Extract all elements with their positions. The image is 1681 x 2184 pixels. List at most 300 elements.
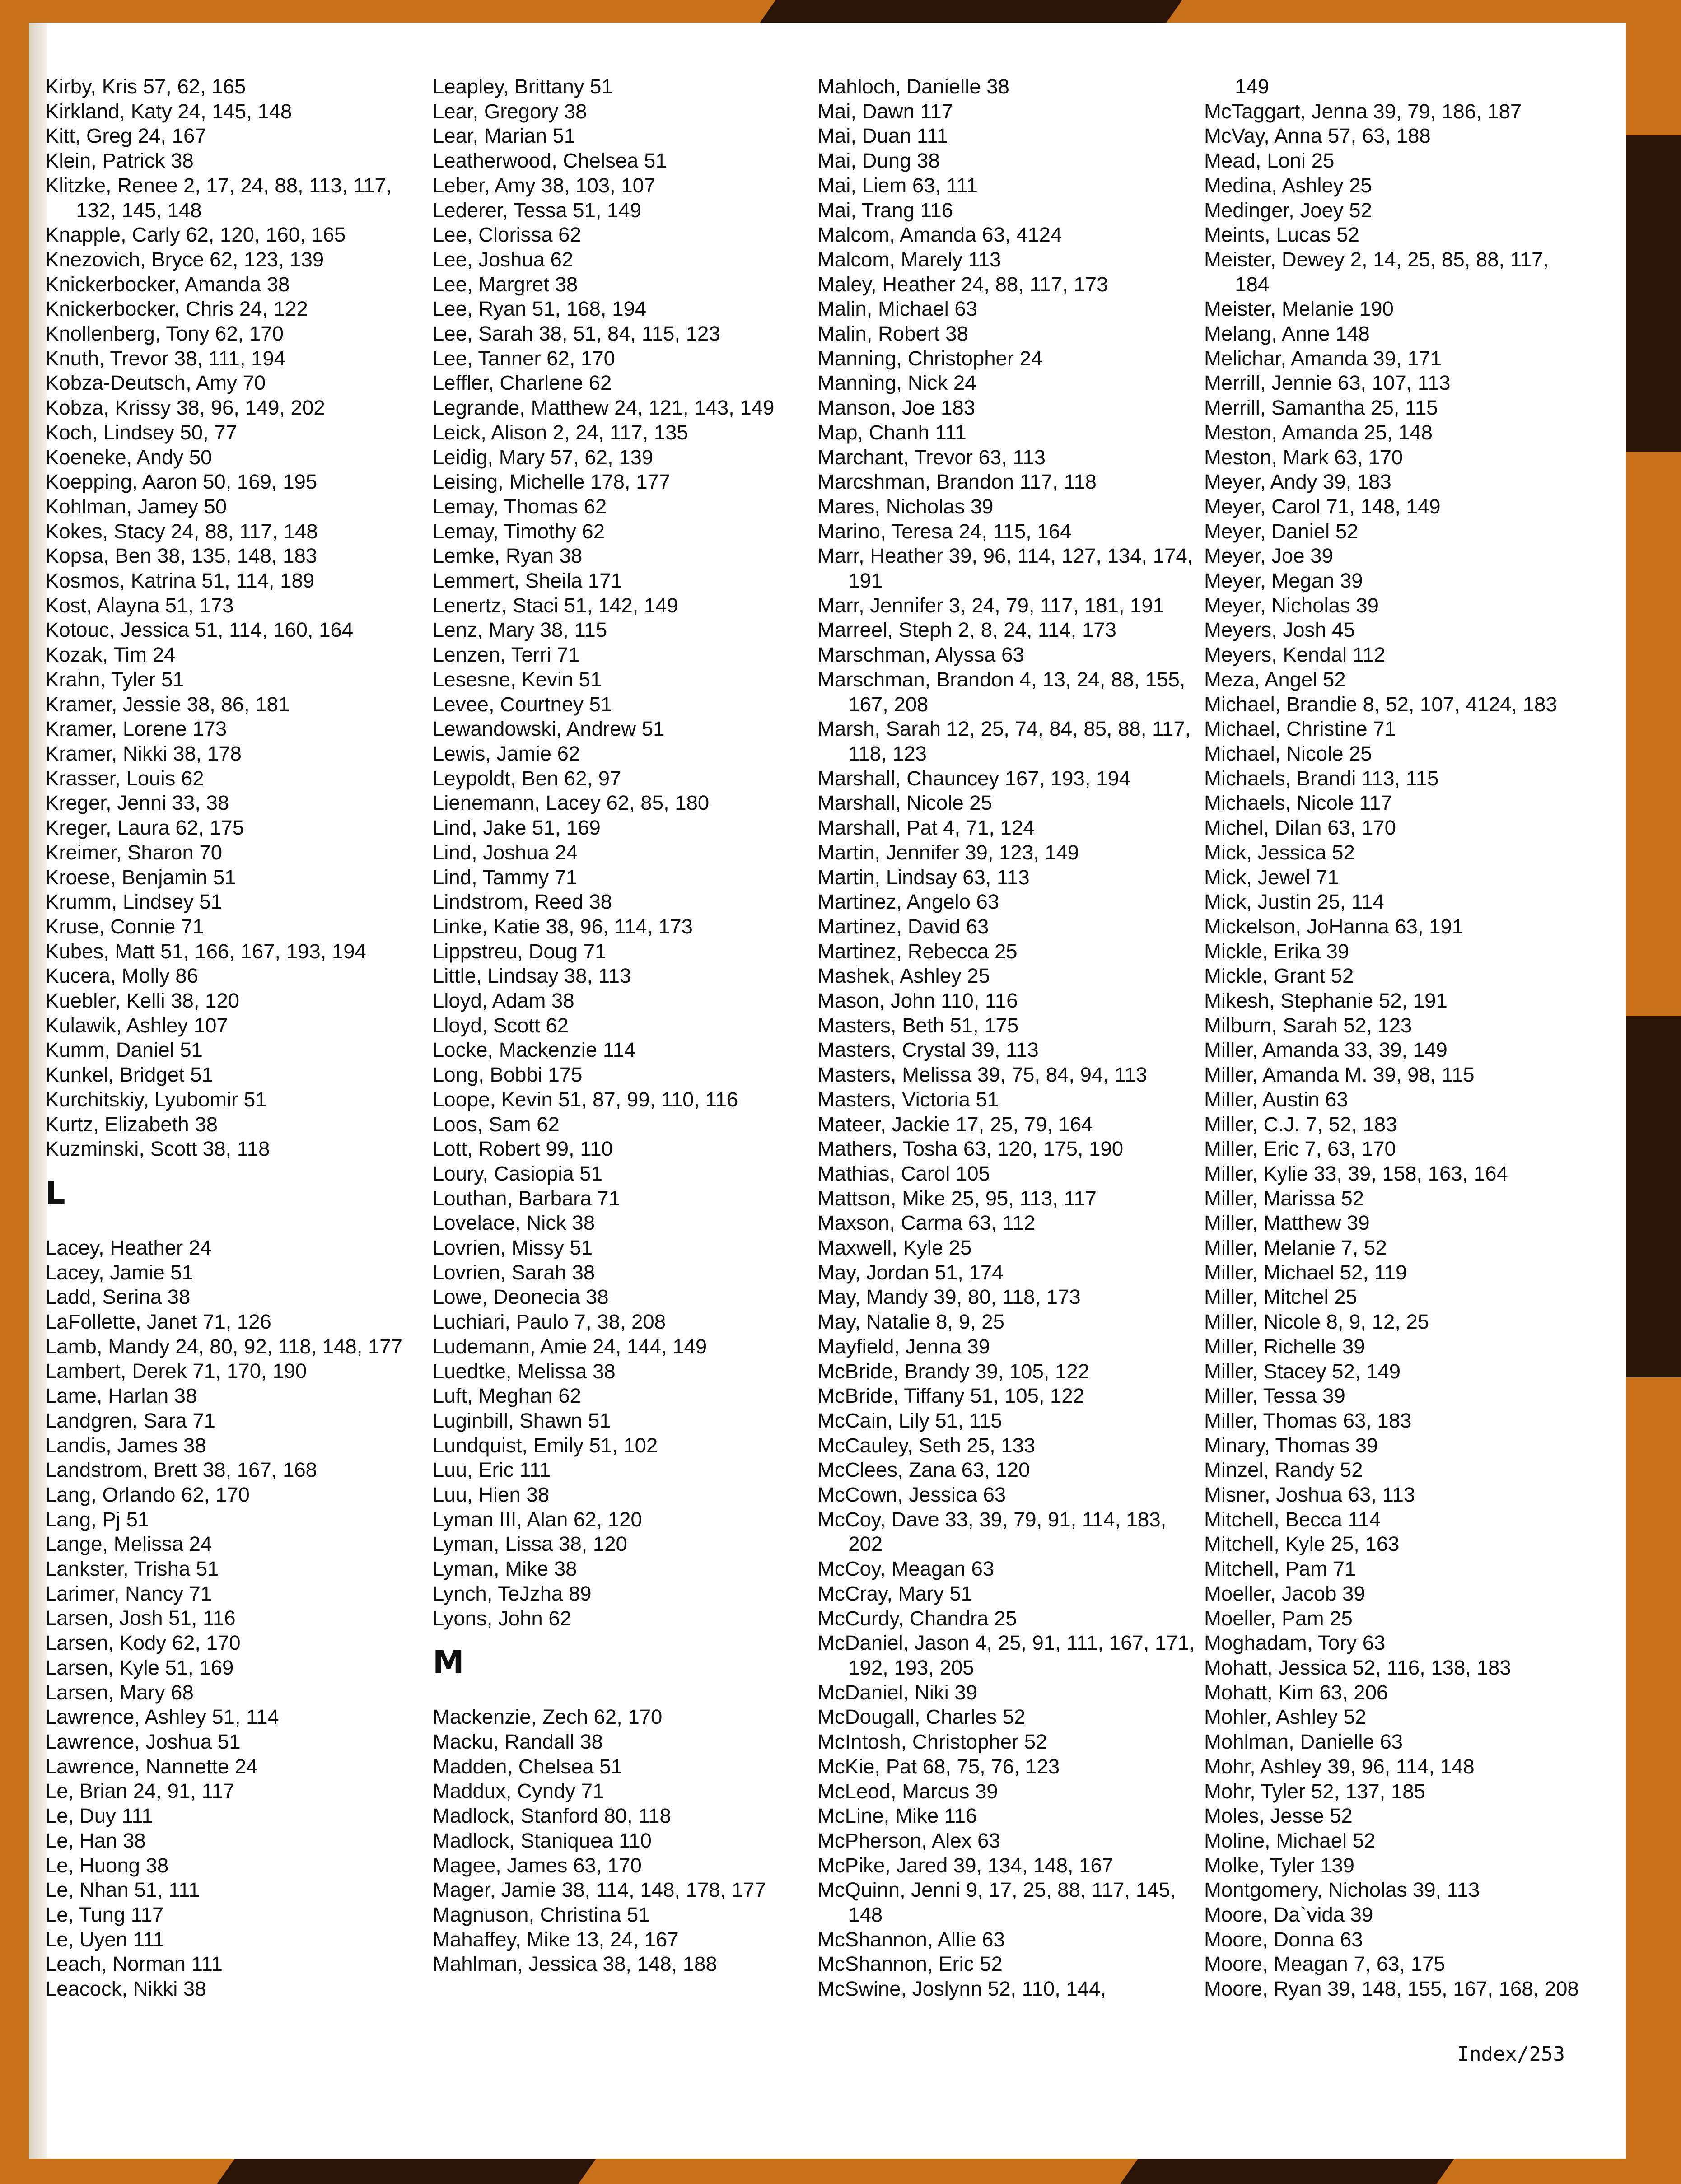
- index-entry: Lang, Orlando 62, 170: [45, 1483, 250, 1506]
- index-entry: Miller, C.J. 7, 52, 183: [1204, 1112, 1397, 1136]
- index-entry: Michael, Nicole 25: [1204, 742, 1372, 765]
- index-entry: Meints, Lucas 52: [1204, 223, 1359, 247]
- index-entry: Locke, Mackenzie 114: [433, 1038, 636, 1062]
- index-entry: Lienemann, Lacey 62, 85, 180: [433, 791, 710, 815]
- index-entry: Kobza-Deutsch, Amy 70: [45, 371, 266, 395]
- index-entry: Minzel, Randy 52: [1204, 1458, 1363, 1482]
- index-entry: Lovelace, Nick 38: [433, 1211, 595, 1235]
- index-entry: Larsen, Kody 62, 170: [45, 1631, 241, 1655]
- index-entry: Mohler, Ashley 52: [1204, 1705, 1367, 1729]
- index-entry: Malin, Robert 38: [817, 322, 968, 345]
- index-entry: Larimer, Nancy 71: [45, 1582, 212, 1605]
- index-entry: Miller, Richelle 39: [1204, 1335, 1365, 1358]
- index-entry: Manning, Christopher 24: [817, 346, 1043, 370]
- index-entry: Landgren, Sara 71: [45, 1409, 215, 1432]
- index-entry: May, Mandy 39, 80, 118, 173: [817, 1285, 1081, 1309]
- index-entry: Mackenzie, Zech 62, 170: [433, 1705, 663, 1729]
- index-entry: McLeod, Marcus 39: [817, 1779, 998, 1803]
- index-entry: Masters, Crystal 39, 113: [817, 1038, 1039, 1062]
- index-entry: Kramer, Lorene 173: [45, 717, 227, 741]
- index-entry: Meister, Dewey 2, 14, 25, 85, 88, 117, 184: [1204, 247, 1549, 296]
- index-entry: Mai, Dawn 117: [817, 99, 953, 123]
- index-entry: Mikesh, Stephanie 52, 191: [1204, 989, 1448, 1013]
- index-entry: Larsen, Kyle 51, 169: [45, 1656, 234, 1679]
- index-entry: Moeller, Jacob 39: [1204, 1582, 1365, 1605]
- index-entry: Kreger, Jenni 33, 38: [45, 791, 229, 815]
- index-entry: Lenz, Mary 38, 115: [433, 618, 607, 642]
- cover-stripe: [217, 2159, 596, 2184]
- index-entry: Marcshman, Brandon 117, 118: [817, 470, 1097, 494]
- index-entry: McQuinn, Jenni 9, 17, 25, 88, 117, 145, 148: [817, 1878, 1176, 1927]
- index-entry: LaFollette, Janet 71, 126: [45, 1310, 271, 1334]
- index-entry: Legrande, Matthew 24, 121, 143, 149: [433, 396, 775, 420]
- index-entry: Meyer, Joe 39: [1204, 544, 1333, 568]
- index-entry: Loos, Sam 62: [433, 1112, 560, 1136]
- index-entry: Lemmert, Sheila 171: [433, 569, 622, 593]
- index-entry: Mateer, Jackie 17, 25, 79, 164: [817, 1112, 1093, 1136]
- index-entry: Le, Uyen 111: [45, 1927, 164, 1951]
- index-column-3: [817, 75, 1197, 2002]
- index-entry: Klein, Patrick 38: [45, 149, 194, 173]
- index-entry: Marshall, Chauncey 167, 193, 194: [817, 766, 1131, 790]
- index-entry: Miller, Thomas 63, 183: [1204, 1409, 1412, 1432]
- index-entry: Michaels, Nicole 117: [1204, 791, 1392, 815]
- index-entry: Knezovich, Bryce 62, 123, 139: [45, 247, 324, 271]
- index-entry: Kumm, Daniel 51: [45, 1038, 203, 1062]
- index-entry: Moline, Michael 52: [1204, 1829, 1376, 1852]
- index-entry: Malin, Michael 63: [817, 297, 978, 321]
- index-entry: Melang, Anne 148: [1204, 322, 1370, 345]
- cover-stripe: [1626, 1016, 1681, 1377]
- index-entry: May, Natalie 8, 9, 25: [817, 1310, 1004, 1334]
- index-entry: Kobza, Krissy 38, 96, 149, 202: [45, 396, 325, 420]
- index-entry: Mashek, Ashley 25: [817, 964, 990, 988]
- index-entry: Mitchell, Kyle 25, 163: [1204, 1532, 1400, 1556]
- index-entry: Mahlman, Jessica 38, 148, 188: [433, 1952, 717, 1976]
- index-entry: Mason, John 110, 116: [817, 989, 1018, 1013]
- cover-stripe: [1120, 2159, 1454, 2184]
- index-entry: McCauley, Seth 25, 133: [817, 1433, 1036, 1457]
- index-entry: Moore, Da`vida 39: [1204, 1903, 1373, 1927]
- index-entry: Lemay, Thomas 62: [433, 495, 607, 518]
- index-entry: Meza, Angel 52: [1204, 667, 1346, 691]
- index-entry: Le, Brian 24, 91, 117: [45, 1779, 235, 1803]
- index-entry: Masters, Beth 51, 175: [817, 1013, 1019, 1037]
- index-entry: McLine, Mike 116: [817, 1804, 977, 1828]
- index-entry: Mathias, Carol 105: [817, 1162, 990, 1185]
- index-entry: Maddux, Cyndy 71: [433, 1779, 604, 1803]
- index-entry: Kosmos, Katrina 51, 114, 189: [45, 569, 315, 593]
- index-entry: Ludemann, Amie 24, 144, 149: [433, 1335, 707, 1358]
- index-entry: Kopsa, Ben 38, 135, 148, 183: [45, 544, 318, 568]
- index-entry: Magee, James 63, 170: [433, 1853, 642, 1877]
- index-entry: Luu, Eric 111: [433, 1458, 551, 1482]
- index-entry: Kuzminski, Scott 38, 118: [45, 1137, 270, 1161]
- index-entry: Madlock, Stanford 80, 118: [433, 1804, 671, 1828]
- index-entry: Marreel, Steph 2, 8, 24, 114, 173: [817, 618, 1116, 642]
- index-entry: Lloyd, Adam 38: [433, 989, 574, 1013]
- index-entry: Lawrence, Joshua 51: [45, 1730, 241, 1753]
- index-entry: Meston, Mark 63, 170: [1204, 445, 1403, 469]
- index-entry: Lovrien, Sarah 38: [433, 1260, 595, 1284]
- index-entry: Kroese, Benjamin 51: [45, 865, 236, 889]
- index-entry: Kitt, Greg 24, 167: [45, 124, 206, 148]
- index-entry: Lyman, Lissa 38, 120: [433, 1532, 627, 1556]
- index-entry: Meyers, Josh 45: [1204, 618, 1355, 642]
- index-entry: Mickelson, JoHanna 63, 191: [1204, 915, 1464, 938]
- index-entry: Mohlman, Danielle 63: [1204, 1730, 1403, 1754]
- section-letter: L: [45, 1174, 65, 1212]
- index-entry: Kramer, Jessie 38, 86, 181: [45, 692, 290, 716]
- index-entry: Lee, Ryan 51, 168, 194: [433, 297, 647, 321]
- index-entry: Lenertz, Staci 51, 142, 149: [433, 593, 678, 617]
- index-entry: Leffler, Charlene 62: [433, 371, 612, 395]
- index-entry: Little, Lindsay 38, 113: [433, 964, 631, 988]
- index-entry: Moore, Ryan 39, 148, 155, 167, 168, 208: [1204, 1977, 1579, 2001]
- index-entry: Kotouc, Jessica 51, 114, 160, 164: [45, 618, 354, 642]
- index-entry: Michaels, Brandi 113, 115: [1204, 766, 1439, 790]
- index-entry: Moore, Donna 63: [1204, 1927, 1363, 1951]
- index-entry: Leach, Norman 111: [45, 1952, 223, 1976]
- index-entry: Marschman, Brandon 4, 13, 24, 88, 155, 167, 208: [817, 667, 1186, 716]
- index-entry: Mitchell, Becca 114: [1204, 1507, 1381, 1531]
- index-entry: Marshall, Pat 4, 71, 124: [817, 816, 1035, 840]
- index-entry: Louthan, Barbara 71: [433, 1186, 620, 1210]
- index-entry: Montgomery, Nicholas 39, 113: [1204, 1878, 1480, 1902]
- index-entry: Milburn, Sarah 52, 123: [1204, 1013, 1412, 1037]
- index-entry: Long, Bobbi 175: [433, 1063, 583, 1087]
- index-entry: Mead, Loni 25: [1204, 149, 1335, 173]
- index-entry: Marino, Teresa 24, 115, 164: [817, 519, 1072, 543]
- index-entry: Masters, Victoria 51: [817, 1087, 999, 1111]
- index-entry: Maxwell, Kyle 25: [817, 1236, 972, 1260]
- index-entry: Martinez, David 63: [817, 915, 989, 938]
- index-entry: Michel, Dilan 63, 170: [1204, 816, 1396, 840]
- index-entry: Levee, Courtney 51: [433, 692, 612, 716]
- index-entry: Moles, Jesse 52: [1204, 1804, 1353, 1828]
- index-entry: Meyer, Megan 39: [1204, 569, 1363, 593]
- index-entry: Lankster, Trisha 51: [45, 1557, 219, 1581]
- index-entry: Marshall, Nicole 25: [817, 791, 992, 815]
- index-entry: Lamb, Mandy 24, 80, 92, 118, 148, 177: [45, 1335, 402, 1358]
- index-entry: Lawrence, Ashley 51, 114: [45, 1705, 279, 1729]
- index-entry: Koeneke, Andy 50: [45, 445, 212, 469]
- index-entry: Knuth, Trevor 38, 111, 194: [45, 346, 286, 370]
- index-entry: Luft, Meghan 62: [433, 1384, 581, 1408]
- index-entry: Kunkel, Bridget 51: [45, 1063, 213, 1087]
- index-entry: Martinez, Angelo 63: [817, 890, 999, 914]
- index-entry: Misner, Joshua 63, 113: [1204, 1483, 1415, 1507]
- index-entry: McClees, Zana 63, 120: [817, 1458, 1030, 1482]
- index-entry: Lemke, Ryan 38: [433, 544, 583, 568]
- index-entry: Marr, Heather 39, 96, 114, 127, 134, 174, 191: [817, 544, 1193, 593]
- index-entry: Moore, Meagan 7, 63, 175: [1204, 1952, 1445, 1976]
- index-entry: Lyman III, Alan 62, 120: [433, 1507, 642, 1531]
- index-column-4: [1204, 75, 1583, 2002]
- index-entry: Lyons, John 62: [433, 1606, 571, 1630]
- index-entry: Lacey, Heather 24: [45, 1236, 212, 1259]
- index-entry: Leick, Alison 2, 24, 117, 135: [433, 420, 688, 444]
- index-entry: Lee, Joshua 62: [433, 247, 574, 271]
- index-entry: Madden, Chelsea 51: [433, 1755, 622, 1778]
- index-entry: Leypoldt, Ben 62, 97: [433, 766, 621, 790]
- index-entry: Lang, Pj 51: [45, 1507, 149, 1531]
- index-entry: Molke, Tyler 139: [1204, 1853, 1354, 1877]
- index-entry: Kirby, Kris 57, 62, 165: [45, 75, 246, 98]
- index-entry: Luchiari, Paulo 7, 38, 208: [433, 1310, 666, 1334]
- index-entry: Mickle, Erika 39: [1204, 939, 1349, 963]
- index-entry: Mares, Nicholas 39: [817, 495, 994, 518]
- index-entry: Luu, Hien 38: [433, 1483, 550, 1507]
- index-entry: Mai, Liem 63, 111: [817, 173, 978, 197]
- index-entry: Miller, Marissa 52: [1204, 1186, 1364, 1210]
- index-entry: Knapple, Carly 62, 120, 160, 165: [45, 223, 346, 247]
- index-entry: Miller, Tessa 39: [1204, 1384, 1345, 1408]
- index-entry: Kozak, Tim 24: [45, 643, 176, 667]
- index-entry: Lenzen, Terri 71: [433, 643, 580, 667]
- index-entry: Meyer, Nicholas 39: [1204, 593, 1379, 617]
- index-entry: Marr, Jennifer 3, 24, 79, 117, 181, 191: [817, 593, 1165, 617]
- index-entry: McCurdy, Chandra 25: [817, 1606, 1017, 1630]
- index-entry: Macku, Randall 38: [433, 1730, 603, 1753]
- index-entry: Lesesne, Kevin 51: [433, 667, 602, 691]
- index-entry: Mohr, Tyler 52, 137, 185: [1204, 1779, 1425, 1803]
- section-letter: M: [433, 1644, 464, 1681]
- index-entry: Kruse, Connie 71: [45, 915, 204, 938]
- index-entry: Meston, Amanda 25, 148: [1204, 420, 1433, 444]
- index-entry: Marchant, Trevor 63, 113: [817, 445, 1046, 469]
- index-entry: May, Jordan 51, 174: [817, 1260, 1004, 1284]
- index-entry: Merrill, Samantha 25, 115: [1204, 396, 1438, 420]
- index-entry: Leapley, Brittany 51: [433, 75, 613, 98]
- index-entry: Lee, Clorissa 62: [433, 223, 581, 247]
- index-entry: Kokes, Stacy 24, 88, 117, 148: [45, 519, 318, 543]
- index-entry: Landstrom, Brett 38, 167, 168: [45, 1458, 317, 1482]
- index-entry: Meyer, Carol 71, 148, 149: [1204, 495, 1441, 518]
- index-entry: Mai, Duan 111: [817, 124, 948, 148]
- index-entry: Lear, Marian 51: [433, 124, 576, 148]
- index-column-1: [45, 75, 425, 2002]
- index-entry: Krahn, Tyler 51: [45, 667, 184, 691]
- index-entry: Leacock, Nikki 38: [45, 1977, 206, 2001]
- index-entry: Lind, Jake 51, 169: [433, 816, 601, 840]
- index-entry: Knickerbocker, Chris 24, 122: [45, 297, 308, 321]
- index-entry: Luginbill, Shawn 51: [433, 1409, 611, 1432]
- index-entry: Leatherwood, Chelsea 51: [433, 149, 667, 173]
- index-entry: Miller, Eric 7, 63, 170: [1204, 1137, 1396, 1161]
- index-entry: Martinez, Rebecca 25: [817, 939, 1018, 963]
- index-entry: Mai, Trang 116: [817, 198, 953, 222]
- index-entry: Mattson, Mike 25, 95, 113, 117: [817, 1186, 1097, 1210]
- index-entry: Malcom, Amanda 63, 4124: [817, 223, 1062, 247]
- index-entry: Melichar, Amanda 39, 171: [1204, 346, 1442, 370]
- index-entry: Loope, Kevin 51, 87, 99, 110, 116: [433, 1087, 738, 1111]
- index-entry: Linke, Katie 38, 96, 114, 173: [433, 915, 693, 938]
- index-entry: Miller, Michael 52, 119: [1204, 1260, 1407, 1284]
- index-entry: Lear, Gregory 38: [433, 99, 587, 123]
- index-entry: Meyers, Kendal 112: [1204, 643, 1386, 667]
- index-entry: Lee, Tanner 62, 170: [433, 346, 615, 370]
- index-entry: McVay, Anna 57, 63, 188: [1204, 124, 1431, 148]
- index-entry: Martin, Lindsay 63, 113: [817, 865, 1030, 889]
- index-entry: Masters, Melissa 39, 75, 84, 94, 113: [817, 1063, 1148, 1087]
- index-entry: Kucera, Molly 86: [45, 964, 198, 988]
- index-entry: Medina, Ashley 25: [1204, 173, 1372, 197]
- index-entry: Lawrence, Nannette 24: [45, 1755, 258, 1778]
- index-entry: Leising, Michelle 178, 177: [433, 470, 671, 494]
- index-entry: Miller, Mitchel 25: [1204, 1285, 1357, 1309]
- index-entry: Lind, Tammy 71: [433, 865, 578, 889]
- index-entry: Miller, Matthew 39: [1204, 1211, 1370, 1235]
- index-entry: Lindstrom, Reed 38: [433, 890, 612, 914]
- index-entry: Krumm, Lindsey 51: [45, 890, 222, 914]
- index-entry: Koepping, Aaron 50, 169, 195: [45, 470, 318, 494]
- index-entry: Malcom, Marely 113: [817, 247, 1001, 271]
- index-entry: Luedtke, Melissa 38: [433, 1359, 616, 1383]
- index-entry: Map, Chanh 111: [817, 420, 967, 444]
- index-entry: Lewandowski, Andrew 51: [433, 717, 665, 741]
- index-entry: Lederer, Tessa 51, 149: [433, 198, 642, 222]
- index-entry: McTaggart, Jenna 39, 79, 186, 187: [1204, 99, 1522, 123]
- index-entry: McCoy, Dave 33, 39, 79, 91, 114, 183, 202: [817, 1507, 1167, 1556]
- index-entry: Lacey, Jamie 51: [45, 1260, 193, 1284]
- index-entry: Miller, Stacey 52, 149: [1204, 1359, 1401, 1383]
- index-entry: Le, Han 38: [45, 1829, 146, 1852]
- index-entry: McKie, Pat 68, 75, 76, 123: [817, 1755, 1060, 1778]
- index-entry: Marsh, Sarah 12, 25, 74, 84, 85, 88, 117, 118, 123: [817, 717, 1191, 765]
- index-entry: McShannon, Eric 52: [817, 1952, 1003, 1976]
- index-entry: McIntosh, Christopher 52: [817, 1730, 1047, 1754]
- index-entry: Michael, Christine 71: [1204, 717, 1396, 741]
- index-entry: Meyer, Daniel 52: [1204, 519, 1359, 543]
- page-footer: Index/253: [1457, 2043, 1565, 2066]
- index-entry: Knickerbocker, Amanda 38: [45, 272, 290, 296]
- index-entry: McDaniel, Jason 4, 25, 91, 111, 167, 171, 192, 193, 205: [817, 1631, 1195, 1679]
- index-entry: Kreimer, Sharon 70: [45, 840, 223, 864]
- index-entry: Mitchell, Pam 71: [1204, 1557, 1356, 1581]
- index-column-2: [433, 75, 812, 1977]
- index-entry: Lind, Joshua 24: [433, 840, 578, 864]
- index-entry: Martin, Jennifer 39, 123, 149: [817, 840, 1079, 864]
- index-entry: Meister, Melanie 190: [1204, 297, 1394, 321]
- index-entry: Meyer, Andy 39, 183: [1204, 470, 1391, 494]
- index-entry: McDaniel, Niki 39: [817, 1680, 978, 1704]
- index-entry-continuation: 149: [1235, 75, 1270, 98]
- index-entry: Lambert, Derek 71, 170, 190: [45, 1359, 307, 1383]
- index-entry: Leber, Amy 38, 103, 107: [433, 173, 656, 197]
- index-entry: Mohr, Ashley 39, 96, 114, 148: [1204, 1755, 1475, 1778]
- index-entry: Moeller, Pam 25: [1204, 1606, 1353, 1630]
- index-entry: Lippstreu, Doug 71: [433, 939, 607, 963]
- index-entry: McCown, Jessica 63: [817, 1483, 1006, 1507]
- index-entry: Kramer, Nikki 38, 178: [45, 742, 242, 765]
- index-entry: Maley, Heather 24, 88, 117, 173: [817, 272, 1108, 296]
- index-entry: Kohlman, Jamey 50: [45, 495, 227, 518]
- index-entry: Mick, Jessica 52: [1204, 840, 1355, 864]
- index-entry: McCoy, Meagan 63: [817, 1557, 995, 1581]
- index-entry: Mick, Jewel 71: [1204, 865, 1339, 889]
- index-entry: Lundquist, Emily 51, 102: [433, 1433, 658, 1457]
- index-entry: Mohatt, Kim 63, 206: [1204, 1680, 1388, 1704]
- index-entry: Lewis, Jamie 62: [433, 742, 580, 765]
- index-entry: Kubes, Matt 51, 166, 167, 193, 194: [45, 939, 366, 963]
- index-entry: Mahloch, Danielle 38: [817, 75, 1009, 98]
- index-entry: McCain, Lily 51, 115: [817, 1409, 1002, 1432]
- index-entry: Lee, Sarah 38, 51, 84, 115, 123: [433, 322, 720, 345]
- index-entry: Le, Nhan 51, 111: [45, 1878, 200, 1902]
- index-entry: Lame, Harlan 38: [45, 1384, 197, 1408]
- index-entry: Kuebler, Kelli 38, 120: [45, 989, 240, 1013]
- index-entry: Maxson, Carma 63, 112: [817, 1211, 1036, 1235]
- index-page: [29, 23, 1626, 2159]
- index-entry: Merrill, Jennie 63, 107, 113: [1204, 371, 1451, 395]
- index-entry: Le, Tung 117: [45, 1903, 164, 1926]
- index-entry: Mai, Dung 38: [817, 149, 940, 173]
- index-entry: Mathers, Tosha 63, 120, 175, 190: [817, 1137, 1124, 1161]
- index-entry: Lemay, Timothy 62: [433, 519, 605, 543]
- index-entry: Kulawik, Ashley 107: [45, 1013, 228, 1037]
- index-entry: Kost, Alayna 51, 173: [45, 593, 234, 617]
- index-entry: Miller, Nicole 8, 9, 12, 25: [1204, 1310, 1429, 1334]
- index-entry: Mickle, Grant 52: [1204, 964, 1354, 988]
- index-entry: Madlock, Staniquea 110: [433, 1829, 652, 1852]
- index-entry: Lovrien, Missy 51: [433, 1236, 593, 1260]
- index-entry: Medinger, Joey 52: [1204, 198, 1372, 222]
- index-entry: Marschman, Alyssa 63: [817, 643, 1024, 667]
- index-entry: McCray, Mary 51: [817, 1582, 972, 1605]
- index-entry: Klitzke, Renee 2, 17, 24, 88, 113, 117, 132, 145, 148: [45, 173, 392, 222]
- index-entry: Kurchitskiy, Lyubomir 51: [45, 1087, 267, 1111]
- index-entry: Lott, Robert 99, 110: [433, 1137, 613, 1161]
- index-entry: McBride, Brandy 39, 105, 122: [817, 1359, 1089, 1383]
- index-entry: Miller, Kylie 33, 39, 158, 163, 164: [1204, 1162, 1508, 1185]
- index-entry: McSwine, Joslynn 52, 110, 144,: [817, 1977, 1107, 2001]
- index-entry: Ladd, Serina 38: [45, 1285, 191, 1309]
- index-entry: Miller, Amanda M. 39, 98, 115: [1204, 1063, 1475, 1087]
- index-entry: Loury, Casiopia 51: [433, 1162, 603, 1185]
- index-entry: McBride, Tiffany 51, 105, 122: [817, 1384, 1085, 1408]
- index-entry: Leidig, Mary 57, 62, 139: [433, 445, 654, 469]
- index-entry: Moghadam, Tory 63: [1204, 1631, 1386, 1655]
- index-entry: Kreger, Laura 62, 175: [45, 816, 244, 840]
- index-entry: Mayfield, Jenna 39: [817, 1335, 990, 1358]
- index-entry: McPherson, Alex 63: [817, 1829, 1000, 1852]
- index-entry: Kirkland, Katy 24, 145, 148: [45, 99, 292, 123]
- cover-stripe: [760, 0, 1182, 23]
- index-entry: Michael, Brandie 8, 52, 107, 4124, 183: [1204, 692, 1557, 716]
- index-entry: Manson, Joe 183: [817, 396, 976, 420]
- index-entry: Lowe, Deonecia 38: [433, 1285, 609, 1309]
- index-entry: Mager, Jamie 38, 114, 148, 178, 177: [433, 1878, 766, 1902]
- index-entry: Mohatt, Jessica 52, 116, 138, 183: [1204, 1656, 1511, 1679]
- index-entry: Le, Huong 38: [45, 1853, 169, 1877]
- index-entry: Miller, Melanie 7, 52: [1204, 1236, 1387, 1260]
- index-entry: Miller, Amanda 33, 39, 149: [1204, 1038, 1448, 1062]
- index-entry: Koch, Lindsey 50, 77: [45, 420, 237, 444]
- index-entry: Miller, Austin 63: [1204, 1087, 1348, 1111]
- cover-stripe: [1626, 135, 1681, 452]
- index-entry: Mahaffey, Mike 13, 24, 167: [433, 1927, 679, 1951]
- index-entry: Larsen, Josh 51, 116: [45, 1606, 236, 1630]
- index-entry: Landis, James 38: [45, 1433, 206, 1457]
- index-entry: Lloyd, Scott 62: [433, 1013, 569, 1037]
- index-entry: Manning, Nick 24: [817, 371, 976, 395]
- index-entry: Lange, Melissa 24: [45, 1532, 212, 1556]
- index-entry: Lee, Margret 38: [433, 272, 578, 296]
- index-entry: Lyman, Mike 38: [433, 1557, 577, 1581]
- index-entry: Magnuson, Christina 51: [433, 1903, 650, 1926]
- index-entry: Larsen, Mary 68: [45, 1680, 194, 1704]
